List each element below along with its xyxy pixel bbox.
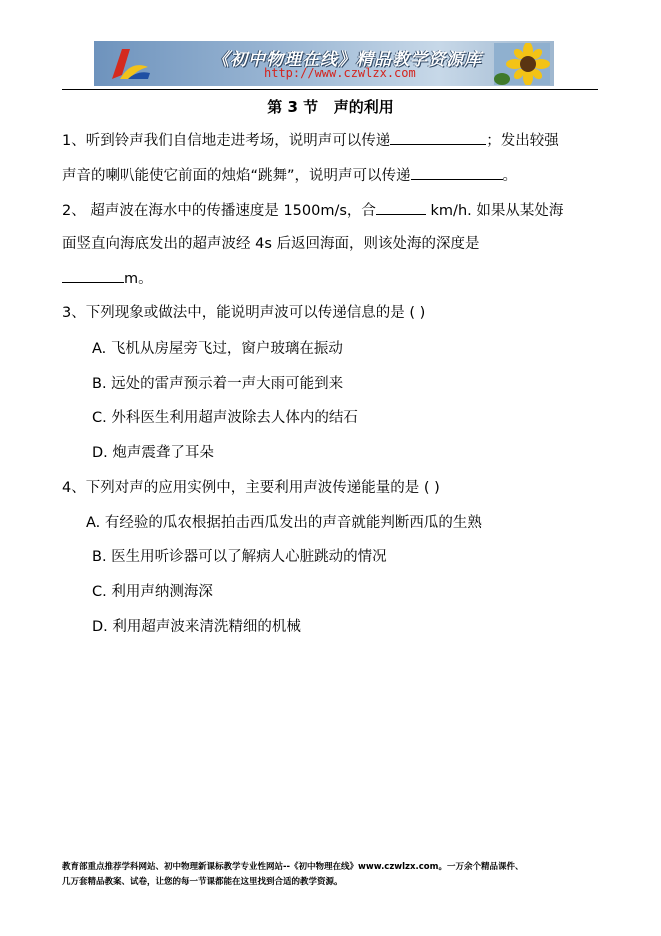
section-title: 第 3 节 声的利用: [267, 98, 394, 116]
q1-blank-2: [411, 165, 503, 180]
q2-line-2: 面竖直向海底发出的超声波经 4s 后返回海面，则该处海的深度是: [62, 236, 480, 252]
banner-title: 《初中物理在线》精品教学资源库: [212, 50, 482, 70]
banner-url: http://www.czwlzx.com: [264, 66, 416, 80]
q4-option-b: B. 医生用听诊器可以了解病人心脏跳动的情况: [92, 549, 387, 565]
q2-blank-2: [62, 268, 124, 283]
page-footer: [62, 860, 602, 890]
q4-stem: 4、下列对声的应用实例中，主要利用声波传递能量的是 ( ): [62, 480, 440, 496]
q1-line-2: 声音的喇叭能使它前面的烛焰“跳舞”，说明声可以传递 。: [62, 165, 517, 186]
q4-option-a: A. 有经验的瓜农根据拍击西瓜发出的声音就能判断西瓜的生熟: [86, 515, 482, 531]
q2-line-1: 2、 超声波在海水中的传播速度是 1500m/s，合 km/h. 如果从某处海: [62, 200, 563, 221]
q1-line-1: 1、听到铃声我们自信地走进考场，说明声可以传递 ；发出较强: [62, 130, 559, 151]
header-banner: [94, 41, 554, 86]
q3-option-b: B. 远处的雷声预示着一声大雨可能到来: [92, 376, 344, 392]
sunflower-icon: [494, 43, 550, 85]
q3-stem: 3、下列现象或做法中，能说明声波可以传递信息的是 ( ): [62, 305, 426, 321]
footer-line-2: 几万套精品教案、试卷，让您的每一节课都能在这里找到合适的教学资源。: [62, 877, 343, 887]
q3-option-d: D. 炮声震聋了耳朵: [92, 445, 214, 461]
q4-option-c: C. 利用声纳测海深: [92, 584, 213, 600]
footer-line-1: 教育部重点推荐学科网站、初中物理新课标教学专业性网站--《初中物理在线》www.czwlzx.com。一万余个精品课件、: [62, 862, 524, 872]
logo-icon: [108, 45, 152, 83]
q4-option-d: D. 利用超声波来清洗精细的机械: [92, 619, 301, 635]
q3-option-c: C. 外科医生利用超声波除去人体内的结石: [92, 410, 358, 426]
header-rule: [62, 89, 598, 90]
q3-option-a: A. 飞机从房屋旁飞过，窗户玻璃在振动: [92, 341, 343, 357]
q2-line-3: m。: [62, 268, 153, 289]
q2-blank-1: [376, 200, 426, 215]
q1-blank-1: [390, 130, 486, 145]
